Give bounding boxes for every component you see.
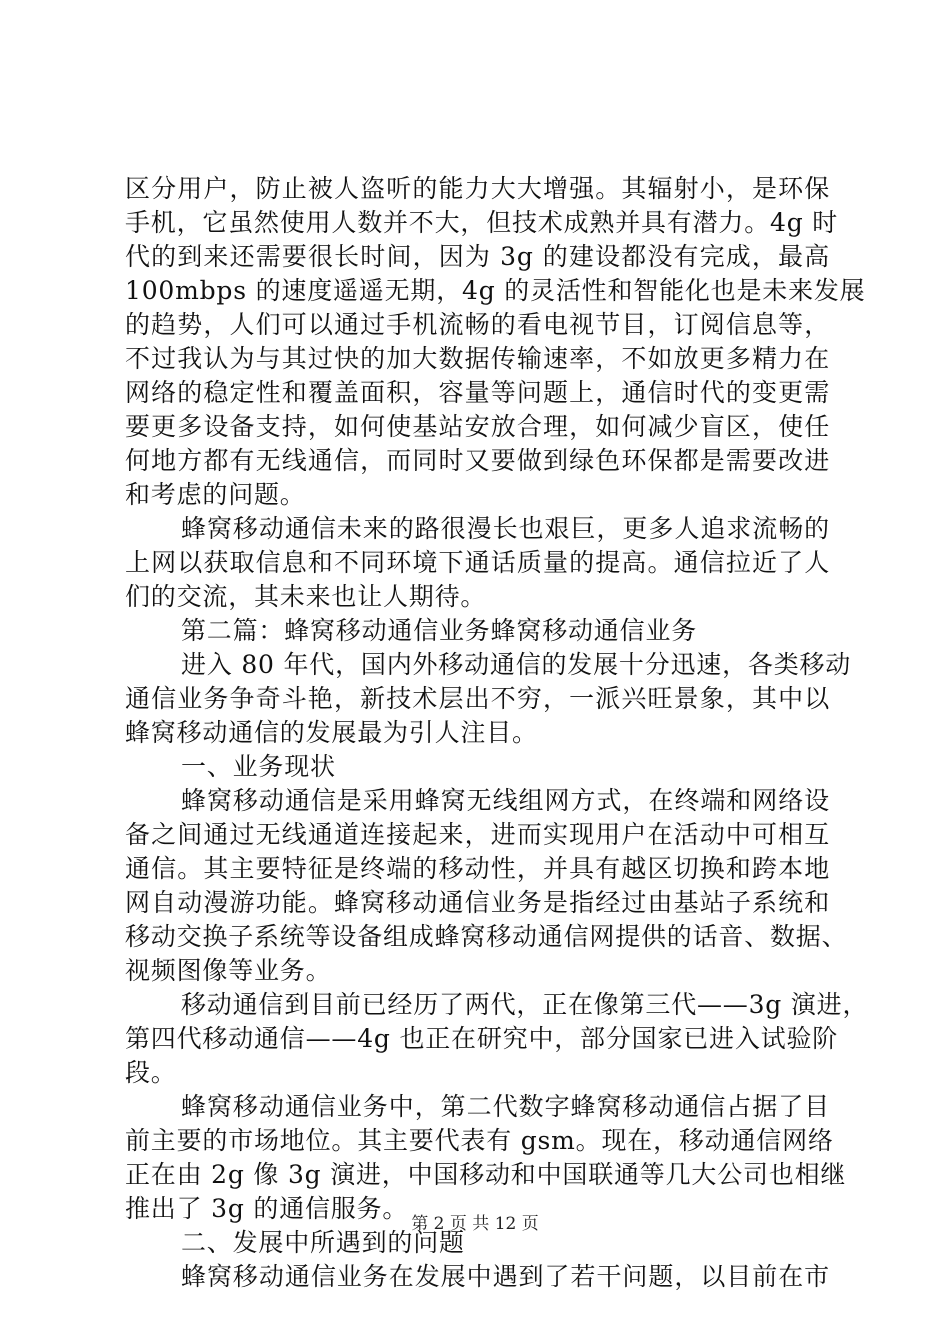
text-line: 第四代移动通信——4g 也正在研究中，部分国家已进入试验阶: [125, 1024, 839, 1053]
text-line: 段。: [125, 1058, 177, 1087]
text-line: 推出了 3g 的通信服务。: [125, 1194, 409, 1223]
text-line: 的趋势，人们可以通过手机流畅的看电视节目，订阅信息等，: [125, 310, 830, 339]
page-footer: 第 2 页 共 12 页: [411, 1214, 539, 1234]
text-line: 移动交换子系统等设备组成蜂窝移动通信网提供的话音、数据、: [125, 922, 848, 951]
text-line: 进入 80 年代，国内外移动通信的发展十分迅速，各类移动: [181, 650, 852, 679]
text-line: 网自动漫游功能。蜂窝移动通信业务是指经过由基站子系统和: [125, 888, 830, 917]
text-line: 蜂窝移动通信未来的路很漫长也艰巨，更多人追求流畅的: [181, 514, 830, 543]
text-line: 二、发展中所遇到的问题: [181, 1228, 465, 1257]
text-line: 通信。其主要特征是终端的移动性，并具有越区切换和跨本地: [125, 854, 830, 883]
text-line: 区分用户，防止被人盗听的能力大大增强。其辐射小，是环保: [125, 174, 830, 203]
text-line: 上网以获取信息和不同环境下通话质量的提高。通信拉近了人: [125, 548, 830, 577]
text-line: 通信业务争奇斗艳，新技术层出不穷，一派兴旺景象，其中以: [125, 684, 830, 713]
text-line: 网络的稳定性和覆盖面积，容量等问题上，通信时代的变更需: [125, 378, 830, 407]
text-line: 前主要的市场地位。其主要代表有 gsm。现在，移动通信网络: [125, 1126, 834, 1155]
text-line: 一、业务现状: [181, 752, 336, 781]
text-line: 蜂窝移动通信业务在发展中遇到了若干问题，以目前在市: [181, 1262, 830, 1291]
text-line: 和考虑的问题。: [125, 480, 306, 509]
text-line: 不过我认为与其过快的加大数据传输速率，不如放更多精力在: [125, 344, 830, 373]
text-line: 蜂窝移动通信业务中，第二代数字蜂窝移动通信占据了目: [181, 1092, 830, 1121]
text-line: 要更多设备支持，如何使基站安放合理，如何减少盲区，使任: [125, 412, 830, 441]
text-line: 手机，它虽然使用人数并不大，但技术成熟并具有潜力。4g 时: [125, 208, 839, 237]
text-line: 第二篇：蜂窝移动通信业务蜂窝移动通信业务: [181, 616, 698, 645]
document-body: [125, 172, 869, 1294]
text-line: 蜂窝移动通信是采用蜂窝无线组网方式，在终端和网络设: [181, 786, 830, 815]
text-line: 100mbps 的速度遥遥无期，4g 的灵活性和智能化也是未来发展: [125, 276, 866, 305]
text-line: 代的到来还需要很长时间，因为 3g 的建设都没有完成，最高: [125, 242, 830, 271]
text-line: 何地方都有无线通信，而同时又要做到绿色环保都是需要改进: [125, 446, 830, 475]
text-line: 移动通信到目前已经历了两代，正在像第三代——3g 演进，: [181, 990, 869, 1019]
text-line: 蜂窝移动通信的发展最为引人注目。: [125, 718, 538, 747]
text-line: 们的交流，其未来也让人期待。: [125, 582, 487, 611]
text-line: 备之间通过无线通道连接起来，进而实现用户在活动中可相互: [125, 820, 830, 849]
text-line: 视频图像等业务。: [125, 956, 332, 985]
text-line: 正在由 2g 像 3g 演进，中国移动和中国联通等几大公司也相继: [125, 1160, 847, 1189]
